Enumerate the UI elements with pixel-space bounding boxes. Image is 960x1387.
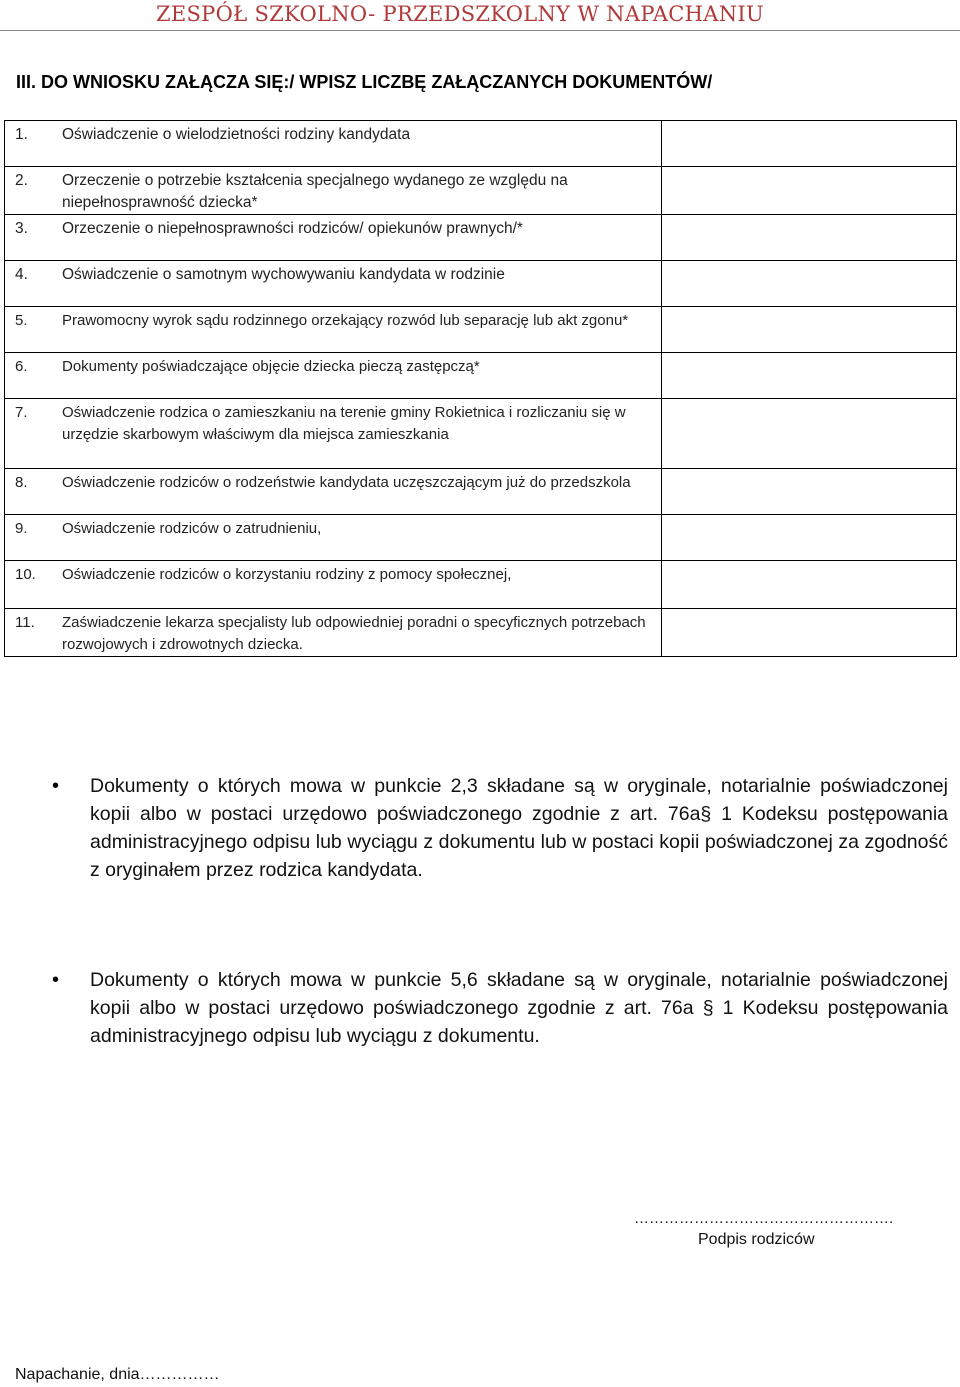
attachment-number: 4. bbox=[15, 266, 28, 283]
table-row bbox=[5, 261, 957, 307]
attachment-description-cell bbox=[5, 261, 662, 307]
table-row bbox=[5, 353, 957, 399]
note-item bbox=[52, 772, 948, 884]
attachment-number: 8. bbox=[15, 474, 28, 491]
attachment-count-field[interactable] bbox=[662, 307, 957, 353]
attachment-count-field[interactable] bbox=[662, 399, 957, 469]
attachment-description-cell bbox=[5, 307, 662, 353]
section-heading: III. DO WNIOSKU ZAŁĄCZA SIĘ:/ WPISZ LICZBĘ ZAŁĄCZANYCH DOKUMENTÓW/ bbox=[16, 72, 713, 92]
attachment-item bbox=[5, 353, 661, 378]
attachment-number: 6. bbox=[15, 358, 28, 375]
attachment-description-cell bbox=[5, 561, 662, 609]
attachment-item bbox=[5, 167, 661, 214]
attachment-description-cell bbox=[5, 515, 662, 561]
document-header-title: ZESPÓŁ SZKOLNO- PRZEDSZKOLNY W NAPACHANIU bbox=[155, 2, 764, 26]
table-row bbox=[5, 307, 957, 353]
attachment-count-field[interactable] bbox=[662, 261, 957, 307]
attachment-description-cell bbox=[5, 167, 662, 215]
attachment-text: Orzeczenie o niepełnosprawności rodziców/ opiekunów prawnych/* bbox=[62, 220, 523, 237]
note-text: Dokumenty o których mowa w punkcie 5,6 składane są w oryginale, notarialnie poświadczonej kopii albo w postaci urzędowo poświadczonego zgodnie z art. 76a § 1 Kodeksu postępowania administracyjnego odpisu lub wyciągu z dokumentu. bbox=[90, 969, 948, 1047]
attachment-description-cell bbox=[5, 609, 662, 657]
header-divider bbox=[0, 30, 960, 31]
attachment-number: 1. bbox=[15, 126, 28, 143]
attachment-text: Orzeczenie o potrzebie kształcenia specjalnego wydanego ze względu na niepełnosprawność dziecka* bbox=[62, 172, 568, 211]
attachment-item bbox=[5, 215, 661, 240]
attachment-number: 11. bbox=[15, 614, 35, 631]
attachment-number: 2. bbox=[15, 172, 28, 189]
attachments-table bbox=[4, 120, 957, 657]
attachment-count-field[interactable] bbox=[662, 215, 957, 261]
bullet-icon: • bbox=[52, 775, 60, 797]
attachment-number: 9. bbox=[15, 520, 28, 537]
table-row bbox=[5, 121, 957, 167]
table-row bbox=[5, 609, 957, 657]
note-item bbox=[52, 966, 948, 1050]
attachment-description-cell bbox=[5, 121, 662, 167]
attachment-text: Oświadczenie rodziców o rodzeństwie kandydata uczęszczającym już do przedszkola bbox=[62, 474, 631, 491]
note-text: Dokumenty o których mowa w punkcie 2,3 składane są w oryginale, notarialnie poświadczonej kopii albo w postaci urzędowo poświadczonego zgodnie z art. 76a§ 1 Kodeksu postępowania administracyjnego odpisu lub wyciągu z dokumentu lub w postaci kopii poświadczonej za zgodność z oryginałem przez rodzica kandydata. bbox=[90, 775, 948, 881]
attachment-item bbox=[5, 261, 661, 286]
attachment-count-field[interactable] bbox=[662, 353, 957, 399]
attachment-count-field[interactable] bbox=[662, 167, 957, 215]
attachment-text: Prawomocny wyrok sądu rodzinnego orzekający rozwód lub separację lub akt zgonu* bbox=[62, 312, 629, 329]
attachment-text: Oświadczenie o wielodzietności rodziny kandydata bbox=[62, 126, 411, 143]
attachment-description-cell bbox=[5, 399, 662, 469]
attachment-text: Oświadczenie rodziców o zatrudnieniu, bbox=[62, 520, 322, 537]
attachment-count-field[interactable] bbox=[662, 561, 957, 609]
attachment-text: Zaświadczenie lekarza specjalisty lub odpowiedniej poradni o specyficznych potrzebach rozwojowych i zdrowotnych dziecka. bbox=[62, 614, 646, 653]
attachment-count-field[interactable] bbox=[662, 609, 957, 657]
attachment-text: Oświadczenie rodzica o zamieszkaniu na terenie gminy Rokietnica i rozliczaniu się w urzędzie skarbowym właściwym dla miejsca zamieszkania bbox=[62, 404, 626, 443]
attachment-item bbox=[5, 515, 661, 540]
attachment-item bbox=[5, 469, 661, 494]
attachment-item bbox=[5, 307, 661, 332]
attachment-item bbox=[5, 609, 661, 656]
attachment-description-cell bbox=[5, 215, 662, 261]
attachment-description-cell bbox=[5, 469, 662, 515]
table-row bbox=[5, 399, 957, 469]
attachment-description-cell bbox=[5, 353, 662, 399]
table-row bbox=[5, 469, 957, 515]
attachment-item bbox=[5, 561, 661, 586]
table-row bbox=[5, 215, 957, 261]
signature-label: Podpis rodziców bbox=[698, 1231, 815, 1248]
attachment-count-field[interactable] bbox=[662, 515, 957, 561]
attachment-number: 7. bbox=[15, 404, 28, 421]
attachment-count-field[interactable] bbox=[662, 121, 957, 167]
table-row bbox=[5, 515, 957, 561]
attachment-number: 3. bbox=[15, 220, 28, 237]
signature-line: ……………………………………………. bbox=[634, 1210, 894, 1227]
attachment-number: 10. bbox=[15, 566, 36, 583]
place-date-line: Napachanie, dnia…………… bbox=[15, 1366, 220, 1383]
table-row bbox=[5, 561, 957, 609]
table-row bbox=[5, 167, 957, 215]
attachment-text: Oświadczenie rodziców o korzystaniu rodziny z pomocy społecznej, bbox=[62, 566, 512, 583]
bullet-icon: • bbox=[52, 969, 60, 991]
attachment-item bbox=[5, 121, 661, 146]
attachment-number: 5. bbox=[15, 312, 28, 329]
attachment-count-field[interactable] bbox=[662, 469, 957, 515]
attachment-text: Oświadczenie o samotnym wychowywaniu kandydata w rodzinie bbox=[62, 266, 505, 283]
attachment-text: Dokumenty poświadczające objęcie dziecka pieczą zastępczą* bbox=[62, 358, 480, 375]
attachment-item bbox=[5, 399, 661, 446]
